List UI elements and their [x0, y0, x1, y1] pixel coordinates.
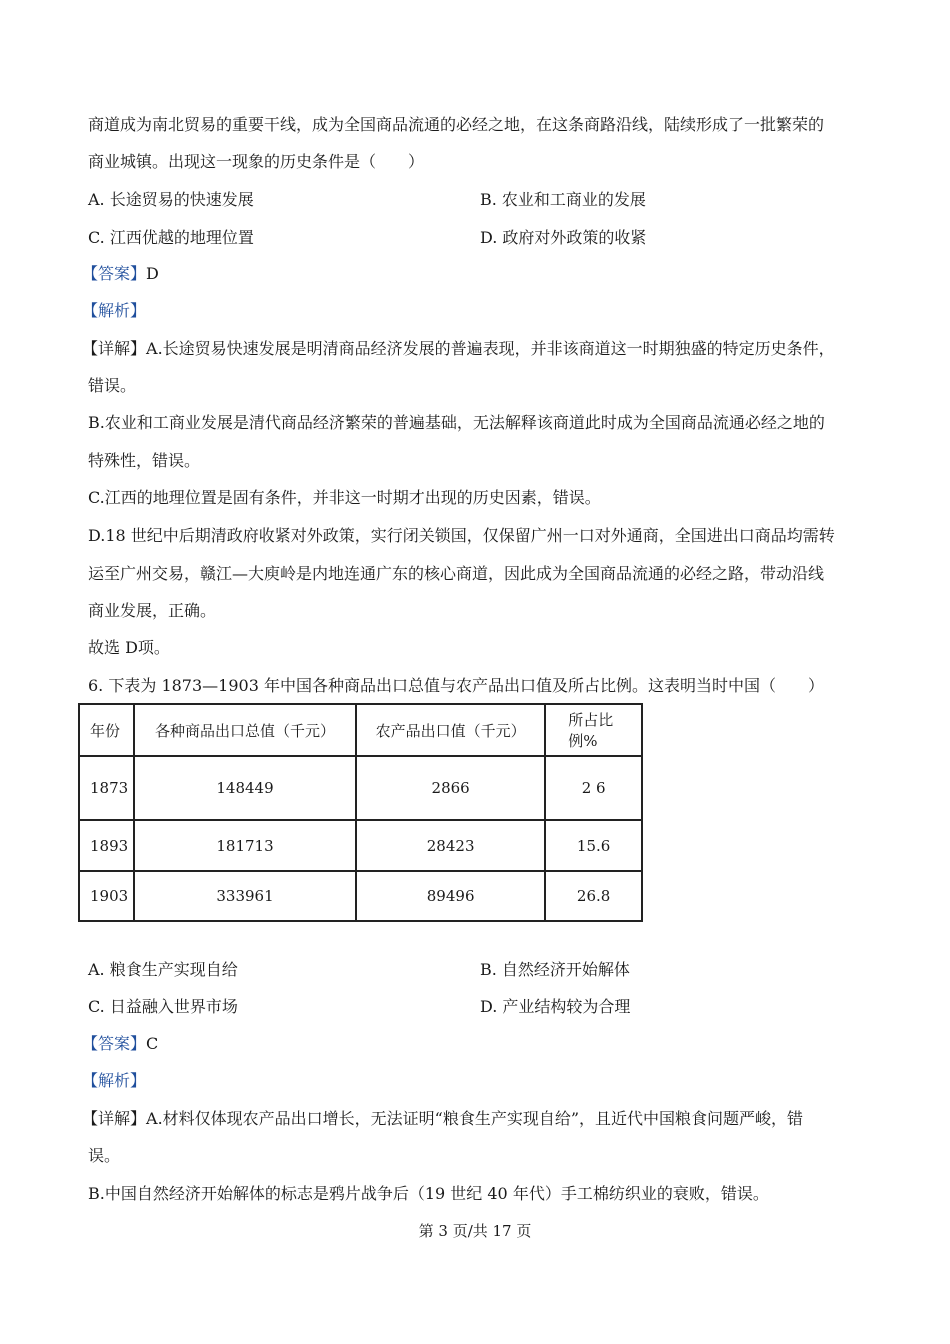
q5-option-b: B. 农业和工商业的发展: [480, 190, 646, 209]
q5-answer: [82, 264, 159, 284]
cell-total-export: 181713: [134, 820, 356, 871]
q5-detail-b-line1: B.农业和工商业发展是清代商品经济繁荣的普遍基础，无法解释该商道此时成为全国商品流通必经之地的: [88, 413, 825, 432]
cell-year: 1903: [79, 871, 134, 921]
table-row: [79, 756, 642, 820]
cell-ratio: 2 6: [545, 756, 642, 820]
q5-analysis-tag: [82, 301, 146, 321]
q6-option-c: C. 日益融入世界市场: [88, 997, 238, 1016]
q6-analysis-label: 【解析】: [82, 1071, 147, 1090]
cell-total-export: 333961: [134, 871, 356, 921]
q5-detail-d-line1: D.18 世纪中后期清政府收紧对外政策，实行闭关锁国，仅保留广州一口对外通商，全国进出口商品均需转: [88, 526, 835, 545]
q5-option-c: C. 江西优越的地理位置: [88, 228, 254, 247]
table-header-row: [79, 704, 642, 756]
q5-detail-a-line2: 错误。: [88, 376, 137, 395]
q6-detail-a-text: A.材料仅体现农产品出口增长，无法证明“粮食生产实现自给”，且近代中国粮食问题严峻，错: [146, 1109, 804, 1128]
cell-ratio: 26.8: [545, 871, 642, 921]
cell-total-export: 148449: [134, 756, 356, 820]
header-ratio: 所占比例%: [545, 704, 642, 756]
q5-detail-b-line2: 特殊性，错误。: [88, 451, 201, 470]
q5-detail-d-line2: 运至广州交易，赣江—大庾岭是内地连通广东的核心商道，因此成为全国商品流通的必经之路，带动沿线: [88, 564, 825, 583]
q5-stem-line2: 商业城镇。出现这一现象的历史条件是（ ）: [88, 152, 425, 171]
q6-option-a: A. 粮食生产实现自给: [88, 960, 238, 979]
q6-answer-tag: 【答案】: [82, 1034, 147, 1053]
q5-analysis-label: 【解析】: [82, 301, 147, 320]
page-number: 第 3 页/共 17 页: [418, 1222, 532, 1240]
export-table: [78, 703, 643, 922]
q6-detail-a-line1: [82, 1109, 803, 1129]
cell-agri-export: 28423: [356, 820, 545, 871]
q5-answer-tag: 【答案】: [82, 264, 147, 283]
q5-stem-line1: 商道成为南北贸易的重要干线，成为全国商品流通的必经之地，在这条商路沿线，陆续形成了一批繁荣的: [88, 115, 825, 134]
q5-detail-d-line3: 商业发展，正确。: [88, 601, 217, 620]
q5-answer-value: D: [146, 264, 159, 283]
q6-option-d: D. 产业结构较为合理: [480, 997, 631, 1016]
q5-detail-tag: 【详解】: [82, 339, 147, 358]
cell-year: 1873: [79, 756, 134, 820]
q5-detail-a-text: A.长途贸易快速发展是明清商品经济发展的普遍表现，并非该商道这一时期独盛的特定历史条件，: [146, 339, 835, 358]
q6-answer-value: C: [146, 1034, 159, 1053]
header-year: 年份: [79, 704, 134, 756]
q6-stem: 6. 下表为 1873—1903 年中国各种商品出口总值与农产品出口值及所占比例。这表明当时中国（ ）: [88, 676, 824, 695]
q6-answer: [82, 1034, 158, 1054]
cell-agri-export: 89496: [356, 871, 545, 921]
q5-conclusion: 故选 D项。: [88, 638, 170, 657]
cell-ratio: 15.6: [545, 820, 642, 871]
table-row: [79, 871, 642, 921]
q6-detail-a-line2: 误。: [88, 1146, 121, 1165]
table-row: [79, 820, 642, 871]
header-total-export: 各种商品出口总值（千元）: [134, 704, 356, 756]
header-agri-export: 农产品出口值（千元）: [356, 704, 545, 756]
cell-year: 1893: [79, 820, 134, 871]
q6-detail-b: B.中国自然经济开始解体的标志是鸦片战争后（19 世纪 40 年代）手工棉纺织业的衰败，错误。: [88, 1184, 769, 1203]
q5-detail-a-line1: [82, 339, 835, 359]
q5-option-a: A. 长途贸易的快速发展: [88, 190, 254, 209]
q6-option-b: B. 自然经济开始解体: [480, 960, 630, 979]
q6-detail-tag: 【详解】: [82, 1109, 147, 1128]
q6-analysis-tag: [82, 1071, 146, 1091]
q5-option-d: D. 政府对外政策的收紧: [480, 228, 647, 247]
q5-detail-c: C.江西的地理位置是固有条件，并非这一时期才出现的历史因素，错误。: [88, 488, 601, 507]
cell-agri-export: 2866: [356, 756, 545, 820]
